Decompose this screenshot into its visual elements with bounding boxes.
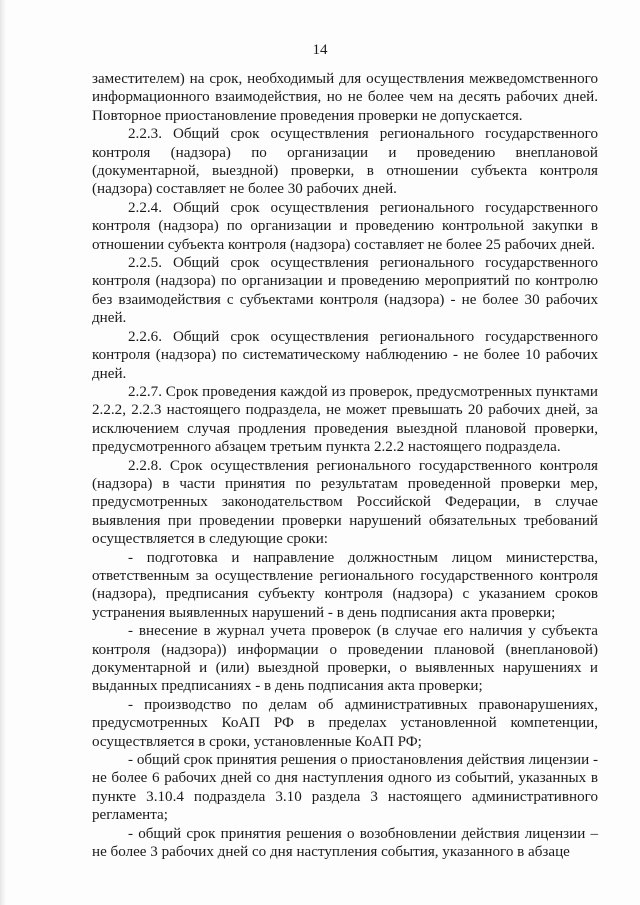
- paragraph: 2.2.4. Общий срок осуществления регионального государственного контроля (надзора) по организации и проведению контрольной закупки в отношении субъекта контроля (надзора) составляет не более 25 рабочих дней.: [92, 199, 598, 253]
- paragraph: 2.2.7. Срок проведения каждой из проверок, предусмотренных пунктами 2.2.2, 2.2.3 настоящего подраздела, не может превышать 20 рабочих дней, за исключением случая продления проведения выездной плановой проверки, предусмотренного абзацем третьим пункта 2.2.2 настоящего подраздела.: [92, 383, 598, 456]
- paragraph: - производство по делам об административных правонарушениях, предусмотренных КоАП РФ в пределах установленной компетенции, осуществляется в сроки, установленные КоАП РФ;: [92, 696, 598, 750]
- paragraph: - подготовка и направление должностным лицом министерства, ответственным за осуществление регионального государственного контроля (надзора), предписания субъекту контроля (надзора) с указанием сроков устранения выявленных нарушений - в день подписания акта проверки;: [92, 549, 598, 621]
- paragraph: 2.2.3. Общий срок осуществления регионального государственного контроля (надзора) по организации и проведению внеплановой (документарной, выездной) проверки, в отношении субъекта контроля (надзора) составляет не более 30 рабочих дней.: [92, 126, 598, 198]
- paragraph: - общий срок принятия решения о приостановления действия лицензии - не более 6 рабочих дней со дня наступления одного из событий, указанных в пункте 3.10.4 подраздела 3.10 раздела 3 настоящего административного регламента;: [92, 752, 598, 824]
- paragraph: 2.2.5. Общий срок осуществления регионального государственного контроля (надзора) по организации и проведению мероприятий по контролю без взаимодействия с субъектами контроля (надзора) - не более 30 рабочих дней.: [92, 255, 598, 327]
- scan-edge-shadow: [0, 0, 6, 905]
- paragraph: - общий срок принятия решения о возобновлении действия лицензии – не более 3 рабочих дней со дня наступления события, указанного в абзаце: [92, 825, 598, 861]
- page-number: 14: [312, 42, 328, 58]
- paragraph: - внесение в журнал учета проверок (в случае его наличия у субъекта контроля (надзора)) информации о проведении плановой (внеплановой) документарной и (или) выездной проверки, о выявленных нарушениях и выданных предписаниях - в день подписания акта проверки;: [92, 623, 598, 695]
- paragraph: 2.2.8. Срок осуществления регионального государственного контроля (надзора) в части принятия по результатам проведенной проверки мер, предусмотренных законодательством Российской Федерации, в случае выявления при проведении проверки нарушений обязательных требований осуществляется в следующие сроки:: [92, 457, 598, 548]
- paragraph: заместителем) на срок, необходимый для осуществления межведомственного информационного взаимодействия, но не более чем на десять рабочих дней. Повторное приостановление проведения проверки не допускается.: [92, 71, 598, 124]
- paragraph: 2.2.6. Общий срок осуществления регионального государственного контроля (надзора) по систематическому наблюдению - не более 10 рабочих дней.: [92, 328, 598, 382]
- document-body: [92, 70, 598, 861]
